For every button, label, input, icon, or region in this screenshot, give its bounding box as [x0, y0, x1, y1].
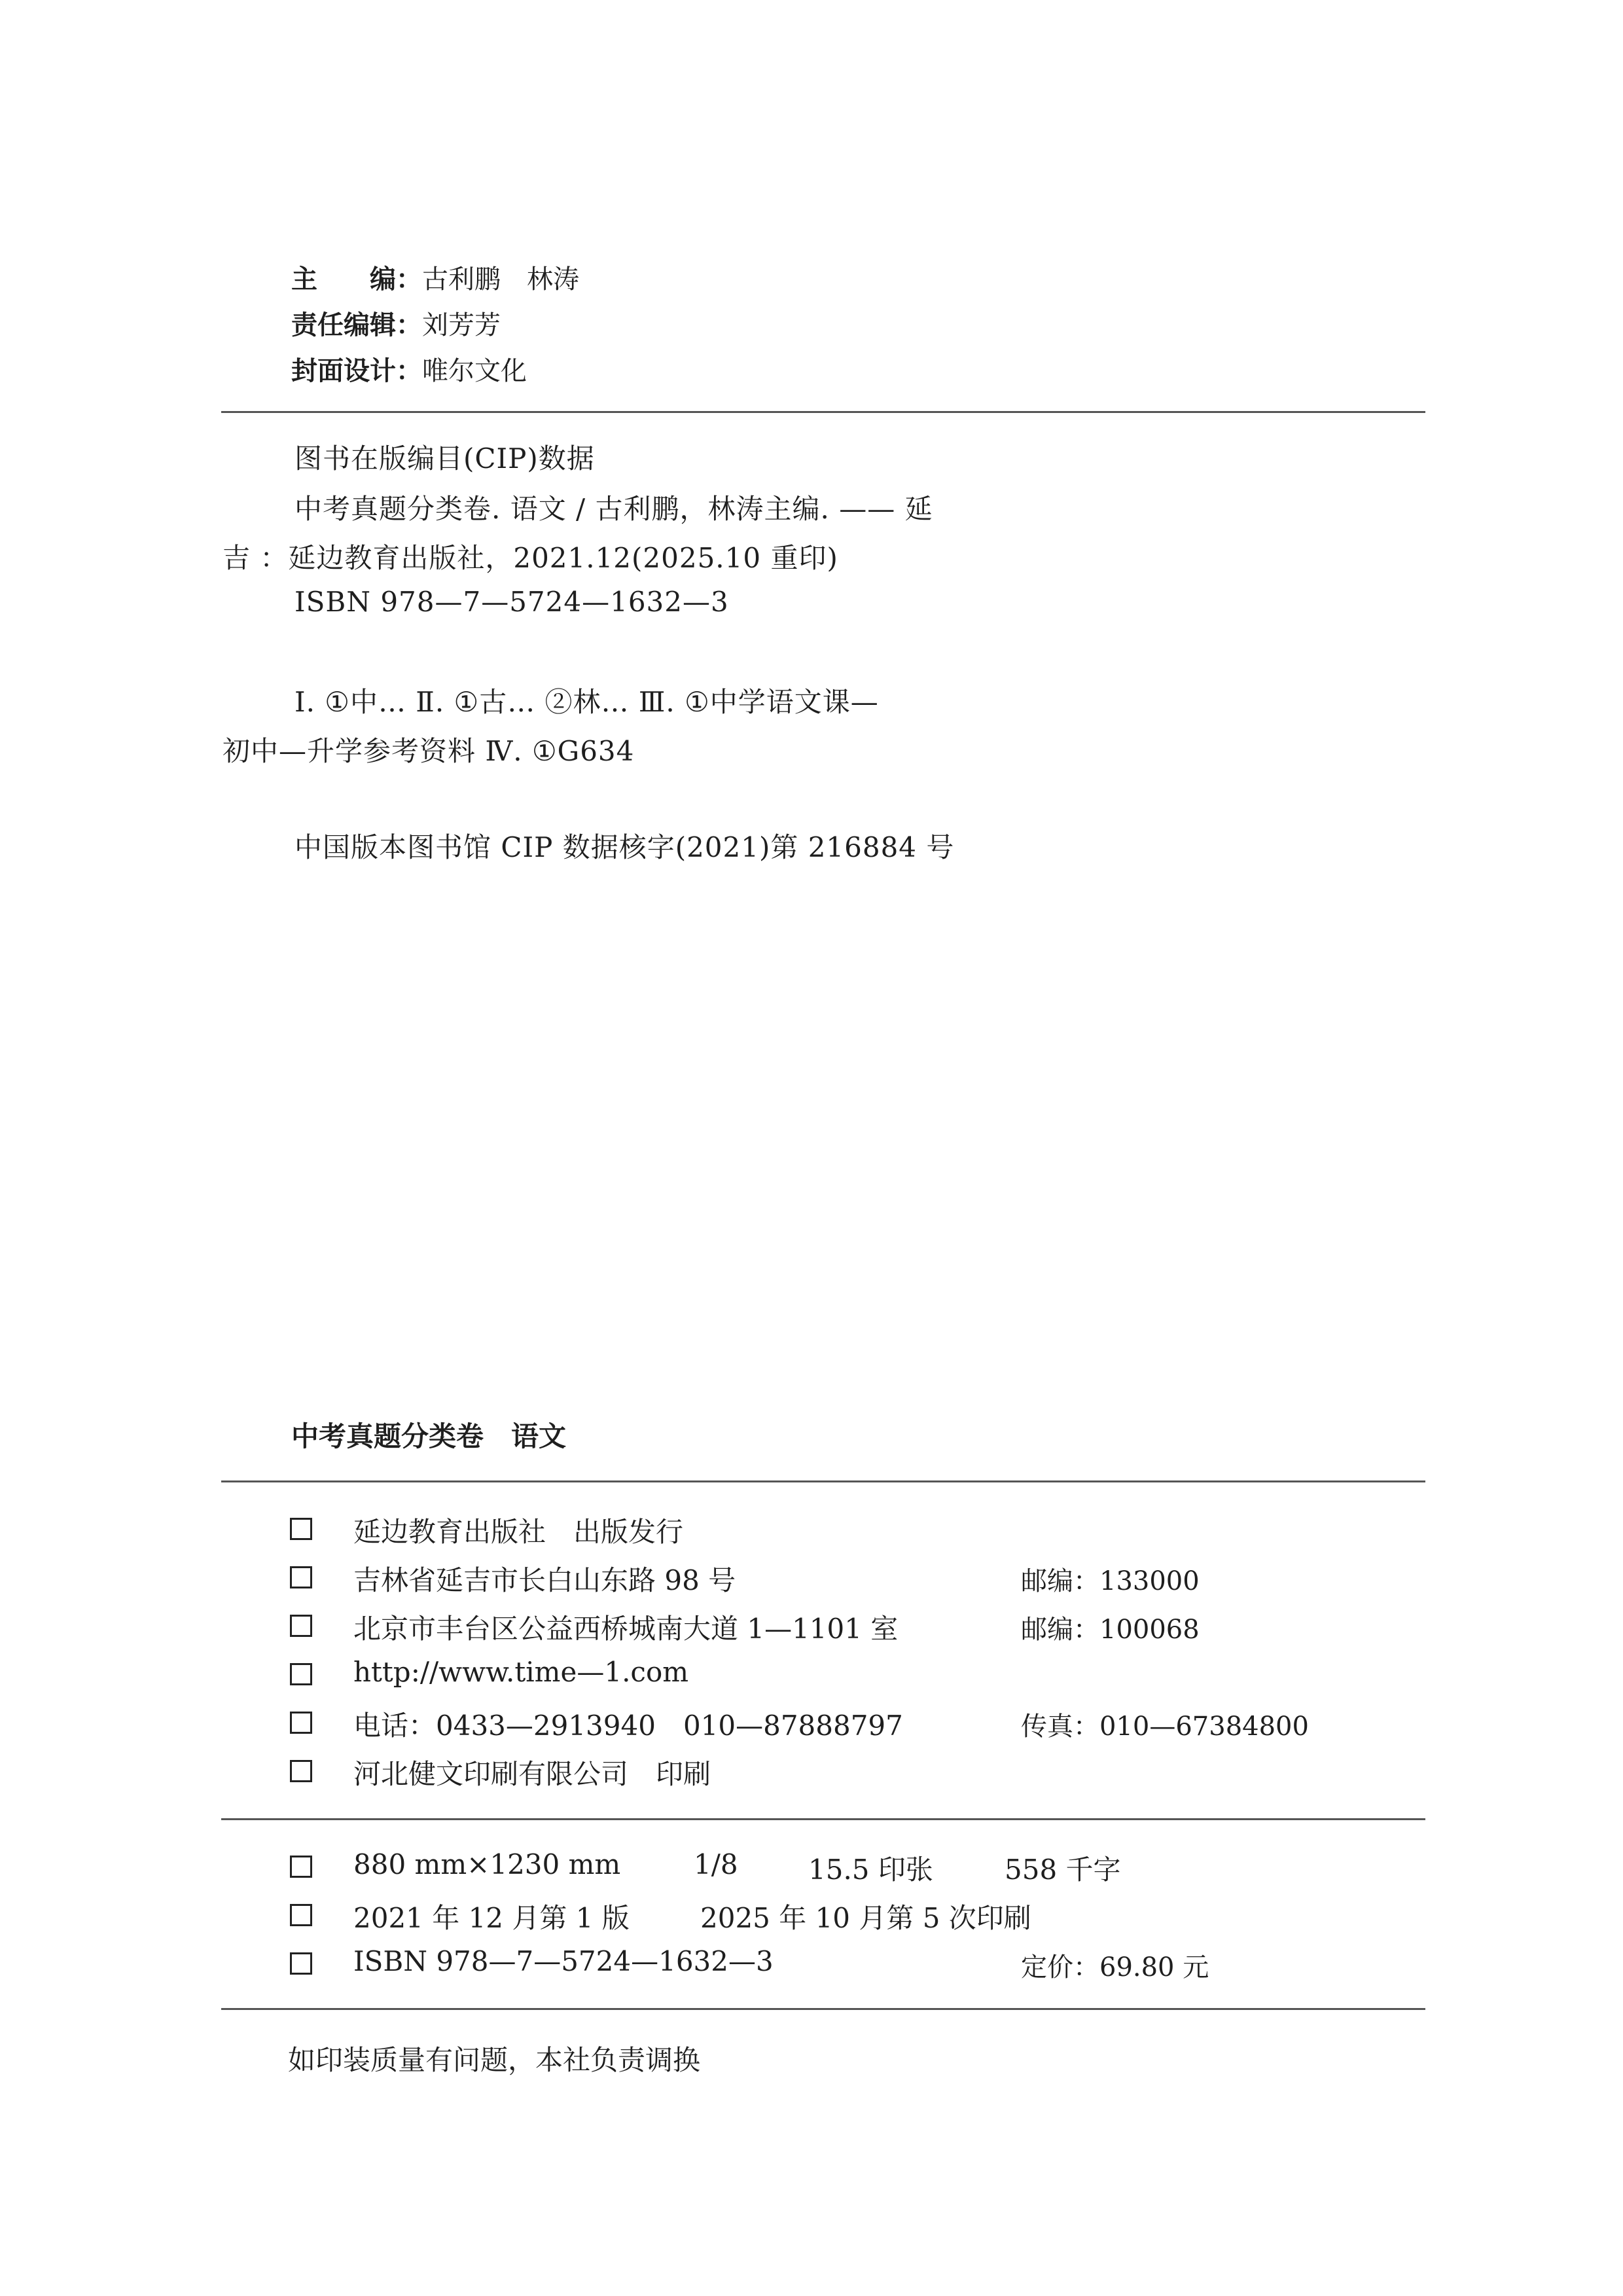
- credit-editor-in-chief: [291, 259, 579, 296]
- credit-value: 唯尔文化: [422, 356, 527, 386]
- credit-value: 古利鹏 林涛: [422, 264, 579, 295]
- printing: 2025 年 10 月第 5 次印刷: [700, 1902, 1031, 1934]
- credit-label: 责任编辑：: [291, 310, 422, 340]
- publisher-fax: 传真：010—67384800: [1021, 1712, 1309, 1742]
- cip-classification-1: Ⅰ. ①中… Ⅱ. ①古… ②林… Ⅲ. ①中学语文课—: [294, 686, 879, 718]
- checkbox-square: [290, 1712, 312, 1734]
- checkbox-square: [290, 1566, 312, 1588]
- credit-label: 主 编：: [291, 264, 422, 295]
- checkbox-square: [290, 1904, 312, 1926]
- printer: 河北健文印刷有限公司 印刷: [353, 1758, 711, 1790]
- publisher-address-2: 北京市丰台区公益西桥城南大道 1—1101 室: [353, 1613, 899, 1645]
- divider: [221, 1818, 1425, 1820]
- publisher-phone: 电话：0433—2913940 010—87888797: [353, 1710, 903, 1742]
- credit-value: 刘芳芳: [422, 310, 501, 340]
- divider: [221, 2008, 1425, 2010]
- cip-line-2: 吉 ：延边教育出版社，2021.12(2025.10 重印): [223, 542, 838, 574]
- checkbox-square: [290, 1663, 312, 1685]
- credit-label: 封面设计：: [291, 356, 422, 386]
- cip-isbn: ISBN 978—7—5724—1632—3: [294, 586, 729, 618]
- cip-heading: 图书在版编目(CIP)数据: [294, 442, 595, 475]
- publisher-address-1: 吉林省延吉市长白山东路 98 号: [353, 1564, 736, 1596]
- paper-size: 880 mm×1230 mm: [353, 1848, 621, 1880]
- word-count: 558 千字: [1005, 1854, 1121, 1886]
- credit-responsible-editor: [291, 304, 501, 342]
- checkbox-square: [290, 1518, 312, 1540]
- edition: 2021 年 12 月第 1 版: [353, 1902, 630, 1934]
- postcode-1: 邮编：133000: [1021, 1566, 1200, 1596]
- credit-cover-design: [291, 350, 527, 387]
- checkbox-square: [290, 1856, 312, 1878]
- print-sheets: 15.5 印张: [808, 1854, 933, 1886]
- price: 定价：69.80 元: [1021, 1952, 1209, 1982]
- format: 1/8: [694, 1848, 738, 1880]
- checkbox-square: [290, 1615, 312, 1637]
- checkbox-square: [290, 1952, 312, 1975]
- cip-record-number: 中国版本图书馆 CIP 数据核字(2021)第 216884 号: [294, 831, 955, 863]
- publisher-name: 延边教育出版社 出版发行: [353, 1516, 684, 1548]
- spec-isbn: ISBN 978—7—5724—1632—3: [353, 1945, 774, 1977]
- cip-line-1: 中考真题分类卷. 语文 / 古利鹏，林涛主编. —— 延: [294, 493, 933, 525]
- checkbox-square: [290, 1760, 312, 1782]
- publisher-website[interactable]: http://www.time—1.com: [353, 1656, 689, 1688]
- postcode-2: 邮编：100068: [1021, 1615, 1200, 1645]
- divider: [221, 1480, 1425, 1482]
- divider: [221, 411, 1425, 413]
- book-title: 中考真题分类卷 语文: [291, 1420, 567, 1452]
- cip-classification-2: 初中—升学参考资料 Ⅳ. ①G634: [223, 735, 635, 767]
- quality-notice: 如印装质量有问题，本社负责调换: [288, 2044, 701, 2076]
